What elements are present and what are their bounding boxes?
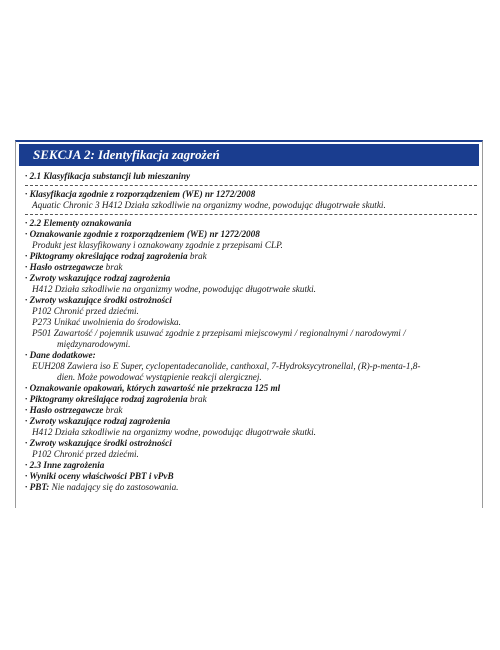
pictograms-row [25,251,477,262]
dashed-separator [25,214,477,215]
precautionary-statements-title: · Zwroty wskazujące środki ostrożności [25,295,172,305]
hazard-statements-title: · Zwroty wskazujące rodzaj zagrożenia [25,273,171,283]
section-2-1-title: · 2.1 Klasyfikacja substancji lub mieszaniny [25,171,191,181]
hazard-statement-h412: H412 Działa szkodliwie na organizmy wodne, powodując długotrwałe skutki. [32,284,316,294]
pictograms-label: · Piktogramy określające rodzaj zagrożenia [25,251,188,261]
precautionary-p273: P273 Unikać uwolnienia do środowiska. [32,317,181,327]
pbt-row [25,482,477,493]
signal-word-row-2 [25,405,477,416]
clp-classification-title: · Klasyfikacja zgodnie z rozporządzeniem (WE) nr 1272/2008 [25,189,256,199]
pictograms-value: brak [187,251,207,261]
clp-classification-text: Aquatic Chronic 3 H412 Działa szkodliwie na organizmy wodne, powodując długotrwałe skutki. [32,200,386,210]
document-page [15,140,483,508]
signal-word-value-2: brak [103,405,123,415]
signal-word-label: · Hasło ostrzegawcze [25,262,104,272]
labelling-text: Produkt jest klasyfikowany i oznakowany zgodnie z przepisami CLP. [32,240,283,250]
pbt-value: Nie nadający się do zastosowania. [49,482,179,492]
precautionary-p102-2: P102 Chronić przed dziećmi. [32,449,139,459]
signal-word-row [25,262,477,273]
section-2-2-title: · 2.2 Elementy oznakowania [25,218,132,228]
signal-word-value: brak [103,262,123,272]
pictograms-row-2 [25,394,477,405]
dashed-separator [25,185,477,186]
hazard-statements-title-2: · Zwroty wskazujące rodzaj zagrożenia [25,416,171,426]
section-2-3-title: · 2.3 Inne zagrożenia [25,460,105,470]
euh208-text: EUH208 Zawiera iso E Super, cyclopentadecanolide, canthoxal, 7-Hydroksycytronellal, (R)-p-menta-1,8- [32,361,421,371]
precautionary-p501: P501 Zawartość / pojemnik usuwać zgodnie z przepisami miejscowymi / regionalnymi / narodowymi / [32,328,406,338]
pictograms-label-2: · Piktogramy określające rodzaj zagrożenia [25,394,188,404]
pbt-assessment-title: · Wyniki oceny właściwości PBT i vPvB [25,471,174,481]
pbt-label: · PBT: [25,482,50,492]
section-content [16,166,482,493]
signal-word-label-2: · Hasło ostrzegawcze [25,405,104,415]
precautionary-statements-title-2: · Zwroty wskazujące środki ostrożności [25,438,172,448]
hazard-statement-h412-2: H412 Działa szkodliwie na organizmy wodne, powodując długotrwałe skutki. [32,427,316,437]
labelling-title: · Oznakowanie zgodnie z rozporządzeniem (WE) nr 1272/2008 [25,229,260,239]
precautionary-p501-cont: międzynarodowymi. [57,339,131,349]
precautionary-p102: P102 Chronić przed dziećmi. [32,306,139,316]
euh208-text-cont: dien. Może powodować wystąpienie reakcji alergicznej. [57,372,262,382]
additional-data-title: · Dane dodatkowe: [25,350,96,360]
pictograms-value-2: brak [187,394,207,404]
small-packaging-title: · Oznakowanie opakowań, których zawartość nie przekracza 125 ml [25,383,281,393]
section-header: SEKCJA 2: Identyfikacja zagrożeń [19,144,479,166]
